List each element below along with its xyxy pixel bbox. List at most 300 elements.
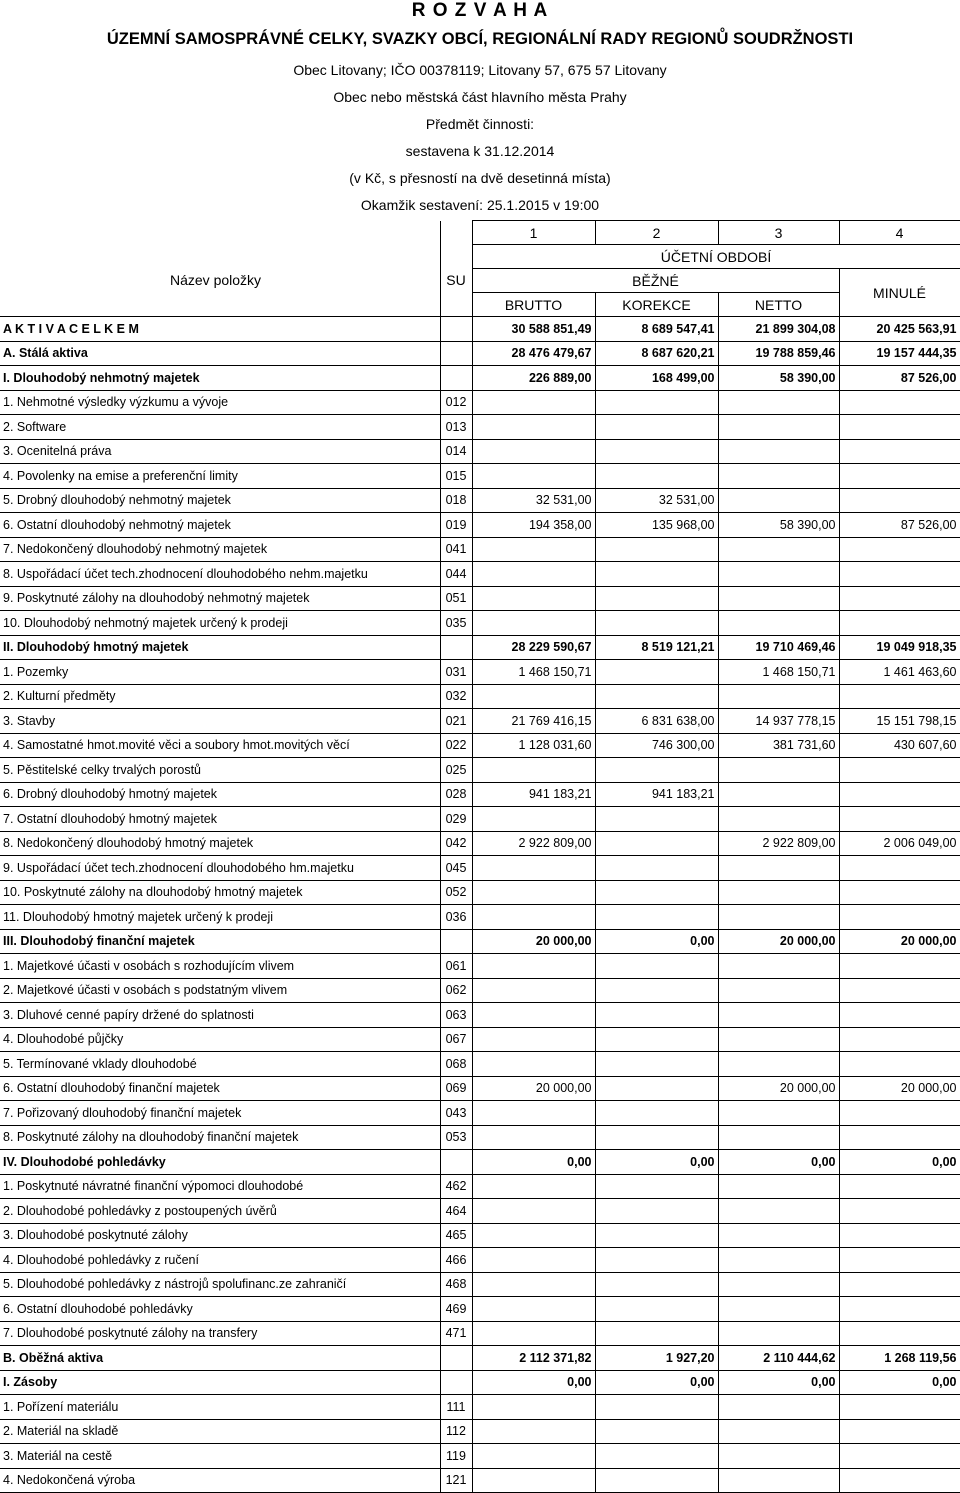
row-name: 6. Ostatní dlouhodobý nehmotný majetek	[0, 513, 440, 538]
row-netto	[718, 537, 839, 562]
row-korekce	[595, 758, 718, 783]
row-su: 041	[440, 537, 472, 562]
row-brutto: 20 000,00	[472, 929, 595, 954]
row-su: 465	[440, 1223, 472, 1248]
row-brutto	[472, 1027, 595, 1052]
table-row	[0, 464, 960, 489]
row-korekce	[595, 954, 718, 979]
table-row	[0, 1003, 960, 1028]
column-number-row	[0, 221, 960, 245]
row-korekce	[595, 1076, 718, 1101]
row-netto: 0,00	[718, 1370, 839, 1395]
row-su: 121	[440, 1468, 472, 1493]
column-number-4: 4	[839, 221, 960, 245]
row-netto	[718, 1003, 839, 1028]
row-brutto	[472, 758, 595, 783]
row-netto	[718, 1101, 839, 1126]
row-name: I. Zásoby	[0, 1370, 440, 1395]
row-brutto: 32 531,00	[472, 488, 595, 513]
row-korekce	[595, 905, 718, 930]
row-netto	[718, 1223, 839, 1248]
row-netto	[718, 905, 839, 930]
row-korekce	[595, 586, 718, 611]
row-su: 063	[440, 1003, 472, 1028]
row-korekce	[595, 1003, 718, 1028]
row-netto	[718, 1248, 839, 1273]
row-netto: 58 390,00	[718, 366, 839, 391]
row-name: 6. Ostatní dlouhodobý finanční majetek	[0, 1076, 440, 1101]
column-number-1: 1	[472, 221, 595, 245]
row-name: 11. Dlouhodobý hmotný majetek určený k prodeji	[0, 905, 440, 930]
row-su: 042	[440, 831, 472, 856]
row-korekce: 8 689 547,41	[595, 317, 718, 342]
row-netto	[718, 1199, 839, 1224]
row-korekce	[595, 1125, 718, 1150]
table-row	[0, 1321, 960, 1346]
row-brutto	[472, 1321, 595, 1346]
table-row	[0, 1395, 960, 1420]
row-netto	[718, 1052, 839, 1077]
table-row	[0, 880, 960, 905]
document-title: R O Z V A H A	[411, 0, 549, 21]
row-korekce	[595, 684, 718, 709]
row-netto	[718, 1395, 839, 1420]
row-previous	[839, 1444, 960, 1469]
row-netto: 20 000,00	[718, 1076, 839, 1101]
row-su: 044	[440, 562, 472, 587]
table-row	[0, 1346, 960, 1371]
table-row	[0, 660, 960, 685]
row-korekce	[595, 1272, 718, 1297]
row-previous: 20 425 563,91	[839, 317, 960, 342]
table-row	[0, 1248, 960, 1273]
row-previous	[839, 1052, 960, 1077]
row-name: 3. Ocenitelná práva	[0, 439, 440, 464]
row-previous	[839, 1003, 960, 1028]
row-previous	[839, 880, 960, 905]
row-previous	[839, 954, 960, 979]
row-su	[440, 929, 472, 954]
row-previous: 2 006 049,00	[839, 831, 960, 856]
row-name: 2. Kulturní předměty	[0, 684, 440, 709]
row-su: 067	[440, 1027, 472, 1052]
row-brutto: 21 769 416,15	[472, 709, 595, 734]
row-su: 022	[440, 733, 472, 758]
row-previous	[839, 1248, 960, 1273]
row-korekce	[595, 1199, 718, 1224]
table-row	[0, 1444, 960, 1469]
row-brutto	[472, 954, 595, 979]
row-su: 036	[440, 905, 472, 930]
row-korekce: 746 300,00	[595, 733, 718, 758]
row-previous	[839, 1223, 960, 1248]
row-netto: 381 731,60	[718, 733, 839, 758]
row-korekce	[595, 978, 718, 1003]
row-previous: 1 461 463,60	[839, 660, 960, 685]
row-netto	[718, 488, 839, 513]
row-brutto	[472, 856, 595, 881]
column-number-2: 2	[595, 221, 718, 245]
table-row	[0, 611, 960, 636]
row-korekce: 135 968,00	[595, 513, 718, 538]
row-netto	[718, 782, 839, 807]
row-previous	[839, 1199, 960, 1224]
row-korekce	[595, 439, 718, 464]
row-brutto	[472, 1468, 595, 1493]
row-su: 052	[440, 880, 472, 905]
row-netto	[718, 684, 839, 709]
row-name: 9. Uspořádací účet tech.zhodnocení dlouhodobého hm.majetku	[0, 856, 440, 881]
row-korekce	[595, 390, 718, 415]
row-previous: 19 157 444,35	[839, 341, 960, 366]
row-korekce	[595, 611, 718, 636]
row-brutto	[472, 562, 595, 587]
row-su: 062	[440, 978, 472, 1003]
table-row	[0, 831, 960, 856]
row-netto	[718, 880, 839, 905]
row-previous	[839, 1272, 960, 1297]
row-previous	[839, 807, 960, 832]
row-name: 5. Drobný dlouhodobý nehmotný majetek	[0, 488, 440, 513]
row-name: 1. Poskytnuté návratné finanční výpomoci dlouhodobé	[0, 1174, 440, 1199]
row-korekce	[595, 415, 718, 440]
row-netto	[718, 1125, 839, 1150]
row-name: 5. Pěstitelské celky trvalých porostů	[0, 758, 440, 783]
row-netto	[718, 611, 839, 636]
row-name: A. Stálá aktiva	[0, 341, 440, 366]
row-korekce: 1 927,20	[595, 1346, 718, 1371]
row-previous	[839, 684, 960, 709]
row-netto	[718, 439, 839, 464]
table-row	[0, 1150, 960, 1175]
row-korekce: 941 183,21	[595, 782, 718, 807]
row-brutto	[472, 537, 595, 562]
table-row	[0, 537, 960, 562]
row-brutto	[472, 415, 595, 440]
table-row	[0, 1223, 960, 1248]
table-row	[0, 513, 960, 538]
period-header-row	[0, 245, 960, 269]
row-brutto	[472, 439, 595, 464]
row-previous	[839, 758, 960, 783]
row-name: 4. Samostatné hmot.movité věci a soubory hmot.movitých věcí	[0, 733, 440, 758]
row-previous	[839, 439, 960, 464]
row-name: 3. Dluhové cenné papíry držené do splatnosti	[0, 1003, 440, 1028]
row-previous	[839, 390, 960, 415]
row-brutto	[472, 1101, 595, 1126]
row-netto	[718, 1174, 839, 1199]
row-name: 4. Nedokončená výroba	[0, 1468, 440, 1493]
table-row	[0, 1052, 960, 1077]
row-su: 014	[440, 439, 472, 464]
row-su	[440, 635, 472, 660]
document-subtitle: ÚZEMNÍ SAMOSPRÁVNÉ CELKY, SVAZKY OBCÍ, REGIONÁLNÍ RADY REGIONŮ SOUDRŽNOSTI	[106, 30, 854, 48]
row-su: 045	[440, 856, 472, 881]
row-brutto	[472, 684, 595, 709]
row-korekce	[595, 1052, 718, 1077]
header-line-city-part: Obec nebo městská část hlavního města Prahy	[333, 89, 627, 105]
row-su: 015	[440, 464, 472, 489]
row-previous	[839, 488, 960, 513]
row-korekce	[595, 562, 718, 587]
row-name: 7. Ostatní dlouhodobý hmotný majetek	[0, 807, 440, 832]
row-brutto	[472, 1223, 595, 1248]
row-brutto	[472, 1174, 595, 1199]
row-previous	[839, 782, 960, 807]
row-korekce	[595, 1444, 718, 1469]
row-brutto	[472, 1297, 595, 1322]
row-netto	[718, 1419, 839, 1444]
row-netto: 0,00	[718, 1150, 839, 1175]
row-brutto: 2 922 809,00	[472, 831, 595, 856]
row-su: 464	[440, 1199, 472, 1224]
row-netto: 19 788 859,46	[718, 341, 839, 366]
row-brutto	[472, 1395, 595, 1420]
row-korekce: 0,00	[595, 929, 718, 954]
row-previous	[839, 905, 960, 930]
row-korekce	[595, 831, 718, 856]
row-korekce: 0,00	[595, 1150, 718, 1175]
row-previous	[839, 1419, 960, 1444]
row-name: 3. Dlouhodobé poskytnuté zálohy	[0, 1223, 440, 1248]
row-name: 10. Dlouhodobý nehmotný majetek určený k prodeji	[0, 611, 440, 636]
row-previous	[839, 1297, 960, 1322]
row-su: 471	[440, 1321, 472, 1346]
row-su: 112	[440, 1419, 472, 1444]
row-netto	[718, 415, 839, 440]
row-su: 051	[440, 586, 472, 611]
row-name: 6. Ostatní dlouhodobé pohledávky	[0, 1297, 440, 1322]
row-name: 8. Nedokončený dlouhodobý hmotný majetek	[0, 831, 440, 856]
table-row	[0, 341, 960, 366]
table-row	[0, 807, 960, 832]
row-name: 2. Materiál na skladě	[0, 1419, 440, 1444]
row-su	[440, 1346, 472, 1371]
row-su: 028	[440, 782, 472, 807]
table-row	[0, 1199, 960, 1224]
row-netto	[718, 1444, 839, 1469]
row-name: III. Dlouhodobý finanční majetek	[0, 929, 440, 954]
row-su: 119	[440, 1444, 472, 1469]
row-su: 021	[440, 709, 472, 734]
row-brutto	[472, 905, 595, 930]
row-previous: 0,00	[839, 1370, 960, 1395]
row-name: I. Dlouhodobý nehmotný majetek	[0, 366, 440, 391]
row-name: B. Oběžná aktiva	[0, 1346, 440, 1371]
row-previous	[839, 1101, 960, 1126]
row-name: 8. Uspořádací účet tech.zhodnocení dlouhodobého nehm.majetku	[0, 562, 440, 587]
row-korekce	[595, 856, 718, 881]
row-brutto	[472, 1272, 595, 1297]
table-row	[0, 929, 960, 954]
column-header-korekce: KOREKCE	[595, 293, 718, 317]
row-brutto	[472, 1199, 595, 1224]
row-netto	[718, 978, 839, 1003]
table-row	[0, 733, 960, 758]
table-row	[0, 782, 960, 807]
row-name: 3. Stavby	[0, 709, 440, 734]
row-previous	[839, 586, 960, 611]
row-brutto: 30 588 851,49	[472, 317, 595, 342]
row-netto	[718, 1027, 839, 1052]
row-korekce	[595, 1248, 718, 1273]
row-brutto: 0,00	[472, 1370, 595, 1395]
row-name: 2. Dlouhodobé pohledávky z postoupených úvěrů	[0, 1199, 440, 1224]
row-netto: 1 468 150,71	[718, 660, 839, 685]
row-brutto	[472, 1248, 595, 1273]
table-row	[0, 1419, 960, 1444]
row-netto: 14 937 778,15	[718, 709, 839, 734]
row-previous	[839, 1395, 960, 1420]
row-brutto	[472, 1444, 595, 1469]
row-name: 7. Nedokončený dlouhodobý nehmotný majetek	[0, 537, 440, 562]
row-korekce: 8 687 620,21	[595, 341, 718, 366]
header-line-date: sestavena k 31.12.2014	[405, 143, 555, 159]
row-brutto	[472, 1125, 595, 1150]
row-brutto	[472, 1003, 595, 1028]
row-name: 10. Poskytnuté zálohy na dlouhodobý hmotný majetek	[0, 880, 440, 905]
row-previous: 0,00	[839, 1150, 960, 1175]
row-su: 111	[440, 1395, 472, 1420]
row-su: 025	[440, 758, 472, 783]
table-row	[0, 1125, 960, 1150]
row-su	[440, 366, 472, 391]
row-brutto	[472, 978, 595, 1003]
row-korekce	[595, 1321, 718, 1346]
row-previous: 1 268 119,56	[839, 1346, 960, 1371]
balance-rows	[0, 317, 960, 1493]
row-korekce: 32 531,00	[595, 488, 718, 513]
row-previous: 19 049 918,35	[839, 635, 960, 660]
row-name: 4. Dlouhodobé pohledávky z ručení	[0, 1248, 440, 1273]
row-previous	[839, 1468, 960, 1493]
row-netto	[718, 390, 839, 415]
row-korekce	[595, 1101, 718, 1126]
row-name: 7. Pořizovaný dlouhodobý finanční majetek	[0, 1101, 440, 1126]
table-row	[0, 439, 960, 464]
row-su: 031	[440, 660, 472, 685]
row-netto: 58 390,00	[718, 513, 839, 538]
row-korekce	[595, 1223, 718, 1248]
row-su: 466	[440, 1248, 472, 1273]
row-brutto: 1 128 031,60	[472, 733, 595, 758]
row-previous	[839, 1321, 960, 1346]
row-name: 1. Pozemky	[0, 660, 440, 685]
table-row	[0, 856, 960, 881]
row-su: 012	[440, 390, 472, 415]
header-line-timestamp: Okamžik sestavení: 25.1.2015 v 19:00	[360, 197, 600, 213]
row-previous	[839, 464, 960, 489]
row-name: 4. Povolenky na emise a preferenční limity	[0, 464, 440, 489]
row-name: 8. Poskytnuté zálohy na dlouhodobý finanční majetek	[0, 1125, 440, 1150]
table-row	[0, 562, 960, 587]
row-korekce: 8 519 121,21	[595, 635, 718, 660]
row-brutto	[472, 1052, 595, 1077]
row-su: 061	[440, 954, 472, 979]
row-brutto: 2 112 371,82	[472, 1346, 595, 1371]
row-su: 043	[440, 1101, 472, 1126]
header-line-organization: Obec Litovany; IČO 00378119; Litovany 57, 675 57 Litovany	[293, 62, 667, 78]
row-netto	[718, 807, 839, 832]
column-header-brutto: BRUTTO	[472, 293, 595, 317]
row-korekce: 0,00	[595, 1370, 718, 1395]
row-previous	[839, 415, 960, 440]
row-previous	[839, 562, 960, 587]
table-row	[0, 1468, 960, 1493]
row-su	[440, 317, 472, 342]
column-header-current: BĚŽNÉ	[472, 269, 839, 293]
row-brutto	[472, 1419, 595, 1444]
row-netto	[718, 562, 839, 587]
table-row	[0, 1027, 960, 1052]
row-previous	[839, 1027, 960, 1052]
row-su: 468	[440, 1272, 472, 1297]
row-brutto: 0,00	[472, 1150, 595, 1175]
column-header-netto: NETTO	[718, 293, 839, 317]
row-su: 018	[440, 488, 472, 513]
row-previous	[839, 978, 960, 1003]
table-row	[0, 1174, 960, 1199]
table-row	[0, 390, 960, 415]
row-korekce	[595, 537, 718, 562]
row-netto: 19 710 469,46	[718, 635, 839, 660]
row-brutto: 20 000,00	[472, 1076, 595, 1101]
row-name: 6. Drobný dlouhodobý hmotný majetek	[0, 782, 440, 807]
row-korekce: 6 831 638,00	[595, 709, 718, 734]
row-previous: 430 607,60	[839, 733, 960, 758]
row-brutto	[472, 807, 595, 832]
row-brutto	[472, 464, 595, 489]
row-name: A K T I V A C E L K E M	[0, 317, 440, 342]
column-header-name: Název položky	[0, 245, 440, 317]
column-header-previous: MINULÉ	[839, 269, 960, 317]
table-row	[0, 709, 960, 734]
row-brutto: 1 468 150,71	[472, 660, 595, 685]
row-korekce	[595, 1419, 718, 1444]
row-previous	[839, 1174, 960, 1199]
row-netto: 2 110 444,62	[718, 1346, 839, 1371]
row-name: 1. Pořízení materiálu	[0, 1395, 440, 1420]
row-su: 469	[440, 1297, 472, 1322]
row-name: 2. Majetkové účasti v osobách s podstatným vlivem	[0, 978, 440, 1003]
row-su	[440, 1370, 472, 1395]
table-row	[0, 758, 960, 783]
row-netto	[718, 586, 839, 611]
row-su: 029	[440, 807, 472, 832]
row-netto	[718, 856, 839, 881]
row-su: 019	[440, 513, 472, 538]
row-korekce	[595, 1027, 718, 1052]
table-row	[0, 954, 960, 979]
table-row	[0, 1076, 960, 1101]
table-row	[0, 1370, 960, 1395]
row-netto: 21 899 304,08	[718, 317, 839, 342]
row-name: 3. Materiál na cestě	[0, 1444, 440, 1469]
column-number-3: 3	[718, 221, 839, 245]
row-name: 1. Nehmotné výsledky výzkumu a vývoje	[0, 390, 440, 415]
row-su: 069	[440, 1076, 472, 1101]
row-name: 1. Majetkové účasti v osobách s rozhodujícím vlivem	[0, 954, 440, 979]
header-line-activity: Předmět činnosti:	[425, 116, 535, 132]
row-previous: 20 000,00	[839, 929, 960, 954]
row-netto	[718, 1321, 839, 1346]
row-brutto	[472, 880, 595, 905]
row-previous	[839, 1125, 960, 1150]
row-previous: 15 151 798,15	[839, 709, 960, 734]
row-brutto: 28 229 590,67	[472, 635, 595, 660]
row-korekce	[595, 1395, 718, 1420]
row-su: 068	[440, 1052, 472, 1077]
